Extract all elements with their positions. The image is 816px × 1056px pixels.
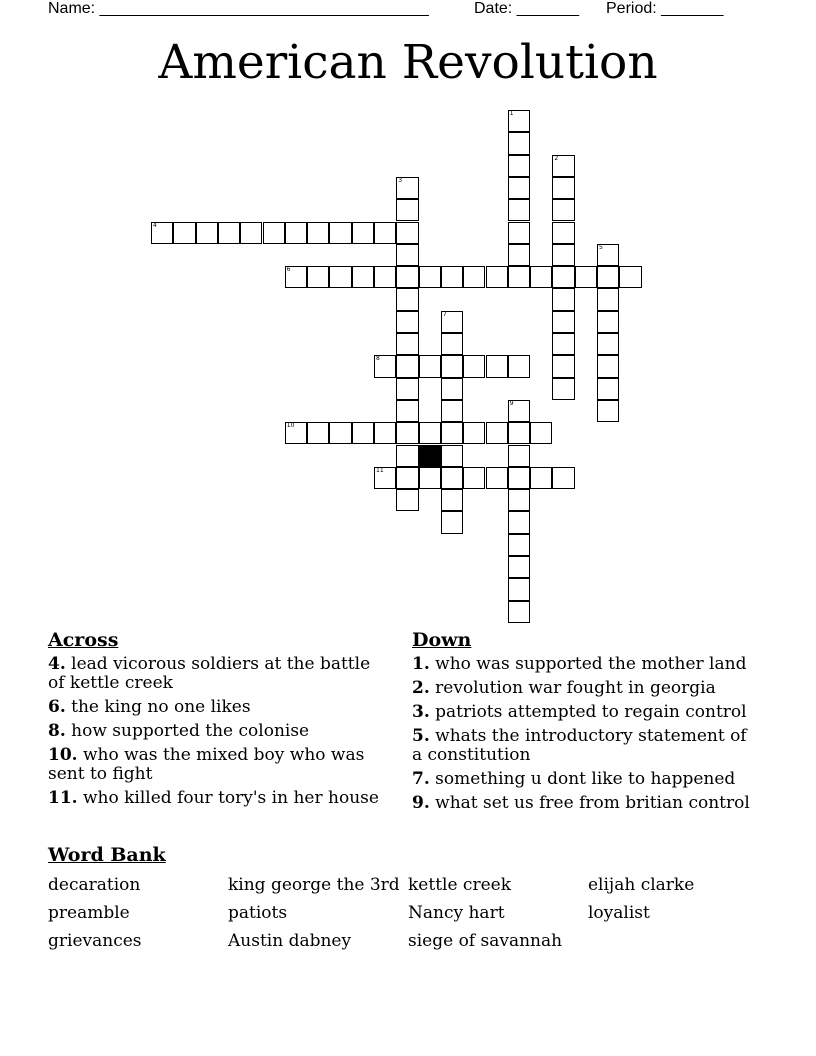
crossword-cell[interactable] <box>441 266 463 288</box>
crossword-cell[interactable] <box>597 378 619 400</box>
crossword-cell[interactable] <box>486 266 508 288</box>
crossword-cell[interactable] <box>352 422 374 444</box>
crossword-cell[interactable] <box>552 467 574 489</box>
period-blank: _______ <box>661 0 724 17</box>
clue-number: 11. <box>48 788 78 808</box>
crossword-cell[interactable] <box>508 266 530 288</box>
name-blank: _____________________________________ <box>99 0 429 17</box>
clue-text: something u dont like to happened <box>435 769 736 789</box>
crossword-cell[interactable] <box>486 467 508 489</box>
clue-across-11 <box>48 789 383 808</box>
clue-number: 9. <box>412 793 430 813</box>
crossword-cell[interactable] <box>396 445 418 467</box>
cell-number: 2 <box>554 154 559 162</box>
crossword-cell[interactable] <box>508 601 530 623</box>
crossword-cell[interactable] <box>508 556 530 578</box>
name-label: Name: <box>48 0 96 17</box>
crossword-cell[interactable] <box>285 222 307 244</box>
crossword-cell[interactable] <box>508 422 530 444</box>
crossword-cell[interactable] <box>396 266 418 288</box>
crossword-cell[interactable] <box>552 266 574 288</box>
crossword-cell[interactable] <box>597 355 619 377</box>
down-heading: Down <box>412 629 472 651</box>
clue-number: 1. <box>412 654 430 674</box>
clue-number: 7. <box>412 769 430 789</box>
crossword-cell[interactable] <box>552 244 574 266</box>
crossword-cell[interactable] <box>329 422 351 444</box>
crossword-cell[interactable] <box>508 222 530 244</box>
cell-number: 10 <box>286 422 295 430</box>
crossword-cell[interactable] <box>508 155 530 177</box>
crossword-cell[interactable] <box>508 578 530 600</box>
crossword-cell[interactable] <box>486 422 508 444</box>
crossword-cell[interactable] <box>441 445 463 467</box>
clue-text: what set us free from britian control <box>435 793 750 813</box>
crossword-cell[interactable] <box>552 177 574 199</box>
clue-number: 5. <box>412 726 430 746</box>
crossword-cell[interactable] <box>240 222 262 244</box>
crossword-cell[interactable] <box>419 422 441 444</box>
down-clues <box>412 628 762 818</box>
crossword-cell[interactable] <box>218 222 240 244</box>
crossword-cell[interactable] <box>441 311 463 333</box>
word-bank-item: preamble <box>48 903 130 923</box>
crossword-cell[interactable] <box>508 445 530 467</box>
word-bank-item: elijah clarke <box>588 875 695 895</box>
crossword-cell[interactable] <box>441 467 463 489</box>
word-bank-item: grievances <box>48 931 142 951</box>
crossword-cell[interactable] <box>552 378 574 400</box>
crossword-cell[interactable] <box>396 177 418 199</box>
clue-down-7 <box>412 770 762 789</box>
crossword-cell[interactable] <box>552 288 574 310</box>
clue-text: patriots attempted to regain control <box>435 702 747 722</box>
crossword-cell[interactable] <box>329 222 351 244</box>
crossword-cell[interactable] <box>374 422 396 444</box>
clue-down-3 <box>412 703 762 722</box>
clue-across-8 <box>48 722 383 741</box>
blocked-cell <box>419 445 441 467</box>
crossword-cell[interactable] <box>374 266 396 288</box>
crossword-cell[interactable] <box>508 489 530 511</box>
cell-number: 8 <box>376 355 380 363</box>
crossword-cell[interactable] <box>419 467 441 489</box>
across-heading: Across <box>48 629 119 651</box>
clue-number: 8. <box>48 721 66 741</box>
clue-number: 10. <box>48 745 78 765</box>
crossword-cell[interactable] <box>374 222 396 244</box>
crossword-cell[interactable] <box>508 355 530 377</box>
clue-number: 2. <box>412 678 430 698</box>
clue-across-6 <box>48 698 383 717</box>
date-blank: _______ <box>516 0 579 17</box>
crossword-cell[interactable] <box>575 266 597 288</box>
crossword-cell[interactable] <box>463 422 485 444</box>
crossword-cell[interactable] <box>508 199 530 221</box>
word-bank-item: decaration <box>48 875 141 895</box>
crossword-cell[interactable] <box>597 333 619 355</box>
crossword-cell[interactable] <box>552 333 574 355</box>
clue-number: 4. <box>48 654 66 674</box>
clue-text: who was the mixed boy who was sent to fight <box>48 745 365 784</box>
crossword-cell[interactable] <box>396 355 418 377</box>
crossword-cell[interactable] <box>307 222 329 244</box>
crossword-cell[interactable] <box>396 288 418 310</box>
crossword-cell[interactable] <box>396 400 418 422</box>
crossword-cell[interactable] <box>396 199 418 221</box>
crossword-cell[interactable] <box>508 400 530 422</box>
crossword-cell[interactable] <box>508 467 530 489</box>
clue-text: who was supported the mother land <box>435 654 747 674</box>
crossword-cell[interactable] <box>441 355 463 377</box>
cell-number: 3 <box>398 176 403 184</box>
crossword-cell[interactable] <box>552 311 574 333</box>
clue-down-9 <box>412 794 762 813</box>
clue-text: how supported the colonise <box>71 721 310 741</box>
crossword-cell[interactable] <box>508 244 530 266</box>
clue-text: the king no one likes <box>71 697 251 717</box>
cell-number: 7 <box>442 310 447 318</box>
word-bank-item: kettle creek <box>408 875 511 895</box>
crossword-cell[interactable] <box>552 155 574 177</box>
crossword-cell[interactable] <box>396 222 418 244</box>
crossword-cell[interactable] <box>396 333 418 355</box>
crossword-cell[interactable] <box>463 355 485 377</box>
clue-text: lead vicorous soldiers at the battle of kettle creek <box>48 654 371 693</box>
crossword-cell[interactable] <box>285 422 307 444</box>
cell-number: 9 <box>509 399 514 407</box>
crossword-cell[interactable] <box>530 266 552 288</box>
clue-across-10 <box>48 746 383 784</box>
crossword-cell[interactable] <box>508 110 530 132</box>
crossword-cell[interactable] <box>396 467 418 489</box>
crossword-cell[interactable] <box>441 333 463 355</box>
cell-number: 5 <box>599 243 603 251</box>
word-bank-item: patiots <box>228 903 288 923</box>
cell-number: 11 <box>376 466 384 474</box>
crossword-cell[interactable] <box>196 222 218 244</box>
crossword-cell[interactable] <box>441 400 463 422</box>
word-bank-item: Austin dabney <box>228 931 352 951</box>
crossword-cell[interactable] <box>597 288 619 310</box>
page-title: American Revolution <box>158 35 658 90</box>
crossword-cell[interactable] <box>396 422 418 444</box>
crossword-cell[interactable] <box>374 355 396 377</box>
crossword-cell[interactable] <box>508 534 530 556</box>
word-bank-item: king george the 3rd <box>228 875 400 895</box>
crossword-cell[interactable] <box>441 489 463 511</box>
crossword-cell[interactable] <box>374 467 396 489</box>
cell-number: 4 <box>153 221 157 229</box>
crossword-cell[interactable] <box>552 222 574 244</box>
crossword-cell[interactable] <box>486 355 508 377</box>
crossword-cell[interactable] <box>396 489 418 511</box>
cell-number: 6 <box>286 266 291 274</box>
crossword-cell[interactable] <box>597 400 619 422</box>
clue-number: 6. <box>48 697 66 717</box>
clue-down-1 <box>412 655 762 674</box>
crossword-cell[interactable] <box>530 422 552 444</box>
crossword-cell[interactable] <box>508 132 530 154</box>
clue-down-2 <box>412 679 762 698</box>
word-bank-heading: Word Bank <box>48 844 166 866</box>
crossword-cell[interactable] <box>463 467 485 489</box>
crossword-cell[interactable] <box>508 511 530 533</box>
crossword-cell[interactable] <box>530 467 552 489</box>
crossword-cell[interactable] <box>173 222 195 244</box>
crossword-cell[interactable] <box>263 222 285 244</box>
crossword-cell[interactable] <box>329 266 351 288</box>
crossword-cell[interactable] <box>552 355 574 377</box>
clue-text: revolution war fought in georgia <box>435 678 716 698</box>
crossword-cell[interactable] <box>307 422 329 444</box>
crossword-cell[interactable] <box>396 378 418 400</box>
clue-text: who killed four tory's in her house <box>82 788 379 808</box>
clue-across-4 <box>48 655 383 693</box>
crossword-cell[interactable] <box>396 244 418 266</box>
crossword-cell[interactable] <box>441 378 463 400</box>
word-bank-item: Nancy hart <box>408 903 505 923</box>
crossword-cell[interactable] <box>597 244 619 266</box>
crossword-cell[interactable] <box>285 266 307 288</box>
crossword-cell[interactable] <box>419 266 441 288</box>
crossword-cell[interactable] <box>396 311 418 333</box>
crossword-cell[interactable] <box>352 266 374 288</box>
clue-text: whats the introductory statement of a constitution <box>412 726 747 765</box>
clue-down-5 <box>412 727 762 765</box>
crossword-cell[interactable] <box>352 222 374 244</box>
crossword-cell[interactable] <box>619 266 641 288</box>
crossword-cell[interactable] <box>419 355 441 377</box>
word-bank-item: loyalist <box>588 903 650 923</box>
crossword-cell[interactable] <box>597 311 619 333</box>
crossword-cell[interactable] <box>597 266 619 288</box>
crossword-cell[interactable] <box>463 266 485 288</box>
period-label: Period: <box>606 0 657 17</box>
cell-number: 1 <box>509 110 514 117</box>
crossword-cell[interactable] <box>508 177 530 199</box>
crossword-cell[interactable] <box>307 266 329 288</box>
word-bank-item: siege of savannah <box>408 931 563 951</box>
across-clues <box>48 628 383 813</box>
date-label: Date: <box>474 0 513 17</box>
crossword-cell[interactable] <box>552 199 574 221</box>
clue-number: 3. <box>412 702 430 722</box>
crossword-cell[interactable] <box>441 422 463 444</box>
crossword-cell[interactable] <box>151 222 173 244</box>
crossword-cell[interactable] <box>441 511 463 533</box>
